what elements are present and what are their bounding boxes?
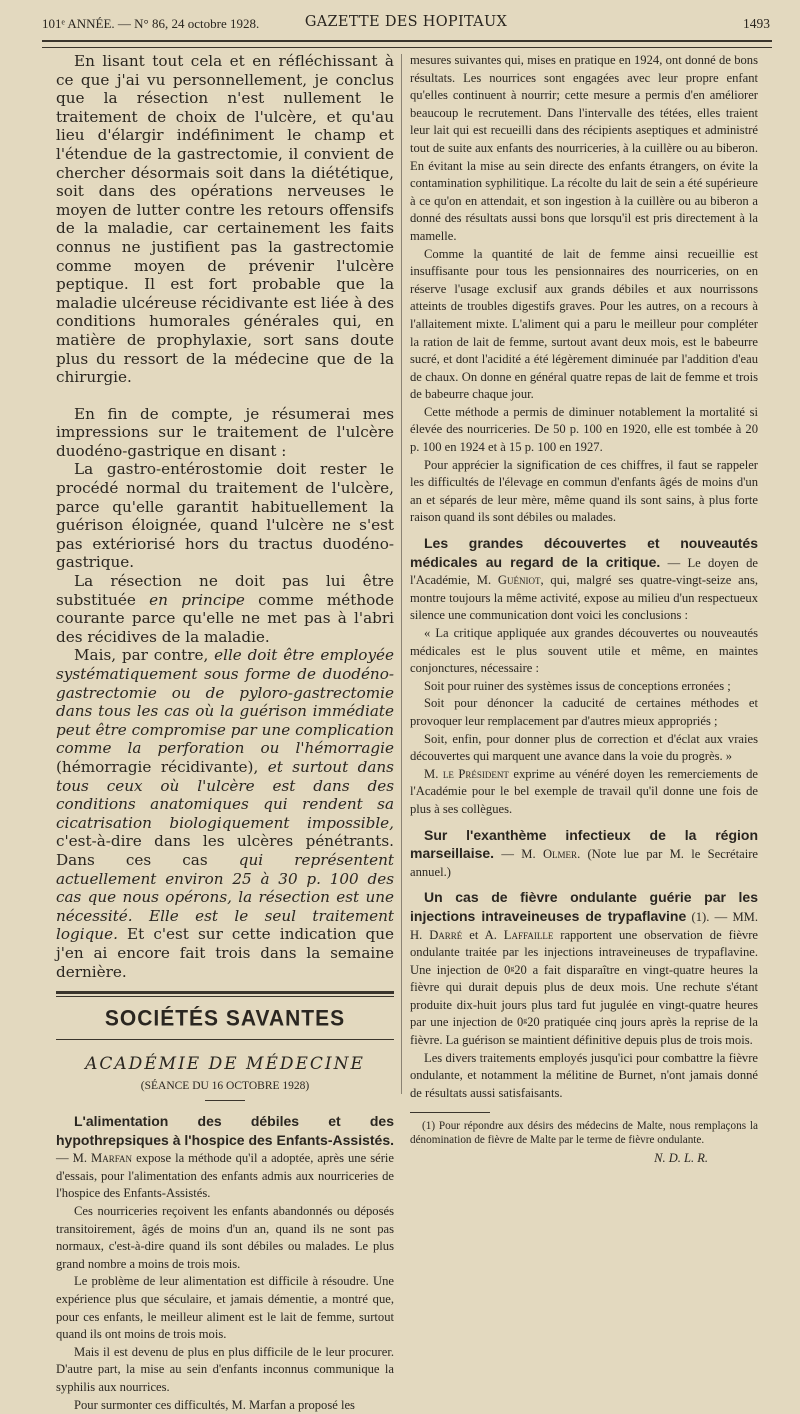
- header-rule: [42, 40, 772, 48]
- paragraph: La résection ne doit pas lui être substituée en principe comme méthode courante parce qu'elle ne met pas à l'abri des récidives de la maladie.: [56, 572, 394, 646]
- paragraph: Les divers traitements employés jusqu'ici pour combattre la fièvre ondulante, et notamment la mélitine de Burnet, n'ont jamais donné de résultats aussi satisfaisants.: [410, 1050, 758, 1100]
- article-title: Les grandes découvertes et nouveautés médicales au regard de la critique.: [410, 535, 758, 570]
- quote: Soit, enfin, pour donner plus de correction et d'éclat aux vraies découvertes qui marquent une avance dans la voie du progrès. »: [410, 731, 758, 764]
- paragraph: Pour surmonter ces difficultés, M. Marfan a proposé les: [74, 1397, 355, 1412]
- footnote-text: (1) Pour répondre aux désirs des médecins de Malte, nous remplaçons la dénomination de fièvre de Malte par le terme de fièvre ondulante.: [410, 1120, 758, 1147]
- paragraph: Mais il est devenu de plus en plus difficile de le leur procurer. D'autre part, la mise au sein d'enfants inconnus communique la syphilis aux nourrices.: [56, 1344, 394, 1394]
- academy-heading: ACADÉMIE DE MÉDECINE: [85, 1054, 365, 1075]
- page-number: 1493: [743, 16, 770, 31]
- quote: Soit pour ruiner des systèmes issus de conceptions erronées ;: [424, 678, 731, 693]
- paragraph: M. le Président exprime au vénéré doyen les remerciements de l'Académie pour le bel exemple de travail qu'il donne une fois de plus à ses collègues.: [410, 766, 758, 816]
- left-column: [56, 52, 394, 1414]
- footnote: [410, 1119, 758, 1165]
- paragraph: En fin de compte, je résumerai mes impressions sur le traitement de l'ulcère duodéno-gastrique en disant :: [56, 404, 394, 460]
- footnote-rule: [410, 1112, 490, 1113]
- paragraph: mesures suivantes qui, mises en pratique en 1924, ont donné de bons résultats. Les nourrices sont engagées avec leur propre enfant qu'elles continuent à nourrir; cette mesure a permis d'en améliorer beaucoup le recrutement. Dans l'intervalle des tétées, elles traient leur lait qui est recueilli dans des récipients aseptiques et administré tout de suite aux enfants des nourriceries, à la cuillère ou au biberon. En évitant la mise au sein directe des enfants étrangers, on évite la contamination syphilitique. La récolte du lait de sein a été supérieure à ce qu'on en attendait, et son ingestion à la cuillère ou au biberon a donné des résultats aussi bons que lorsqu'il est pris directement à la mamelle.: [410, 53, 758, 243]
- academy-report: [56, 1113, 394, 1414]
- author-name: Olmer: [542, 847, 578, 862]
- issue-info: 101ᵉ ANNÉE. — N° 86, 24 octobre 1928.: [42, 16, 260, 31]
- editor-signature: N. D. L. R.: [654, 1151, 708, 1166]
- author-name: Guéniot: [497, 573, 541, 588]
- author-name: Laffaille: [503, 927, 554, 942]
- article-lead: Les grandes découvertes et nouveautés médicales au regard de la critique. — Le doyen de l'Académie, M. Guéniot, qui, malgré ses quatre-vingt-seize ans, montre toujours la même activité, expose au milieu d'un respectueux silence une communication dont voici les conclusions :: [410, 535, 759, 623]
- paragraph: Mais, par contre, elle doit être employée systématiquement sous forme de duodéno-gastrectomie ou de pyloro-gastrectomie dans tous les cas où la guérison immédiate peut être compromise par une complication comme la perforation ou l'hémorragie (hémorragie récidivante), et surtout dans tous ceux où l'ulcère est dans des conditions anatomiques qui rendent sa cicatrisation biologiquement impossible, c'est-à-dire dans les ulcères pénétrants. Dans ces cas qui représentent actuellement environ 25 à 30 p. 100 des cas que nous opérons, la résection est une nécessité. Elle est le seul traitement logique. Et c'est sur cette indication que j'en ai encore fait trois dans la semaine dernière.: [56, 646, 394, 981]
- paragraph: En lisant tout cela et en réfléchissant à ce que j'ai vu personnellement, je conclus que la résection n'est nullement le traitement de choix de l'ulcère, et qu'au lieu d'élargir indéfiniment le champ et l'étendue de la gastrectomie, il convient de chercher désormais soit dans la diététique, soit dans des opérations nerveuses le moyen de lutter contre les retours offensifs de la maladie, car certainement les faits connus ne justifient pas la gastrectomie comme moyen de prévenir l'ulcère peptique. Il est fort probable que la maladie ulcéreuse récidivante est liée à des conditions humorales générales qui, en matière de prophylaxie, sort sans doute plus du ressort de la médecine que de la chirurgie.: [56, 52, 394, 387]
- paragraph: Cette méthode a permis de diminuer notablement la mortalité si élevée des nourriceries. De 50 p. 100 en 1920, elle est tombée à 20 p. 100 en 1924 et à 15 p. 100 en 1927.: [410, 404, 758, 455]
- section-title: SOCIÉTÉS SAVANTES: [104, 1006, 346, 1031]
- article-lead: L'alimentation des débiles et des hypothrepsiques à l'hospice des Enfants-Assistés. — M. Marfan expose la méthode qu'il a adoptée, après une série d'essais, pour l'alimentation des enfants admis aux nourriceries de l'hospice des Enfants-Assistés.: [56, 1113, 394, 1201]
- right-column: [410, 52, 758, 1165]
- page-header: [42, 14, 770, 36]
- journal-title: GAZETTE DES HOPITAUX: [304, 14, 508, 30]
- short-rule: [205, 1100, 245, 1101]
- session-date: (SÉANCE DU 16 OCTOBRE 1928): [140, 1080, 310, 1093]
- article-title: Sur l'exanthème infectieux de la région marseillaise.: [410, 826, 758, 862]
- article-lead: Sur l'exanthème infectieux de la région marseillaise. — M. Olmer. (Note lue par M. le Secrétaire annuel.): [410, 826, 759, 879]
- column-divider: [401, 54, 402, 1094]
- article-title: Un cas de fièvre ondulante guérie par les injections intraveineuses de trypaflavine: [410, 889, 758, 924]
- section-separator: [56, 981, 394, 1001]
- paragraph: Le problème de leur alimentation est difficile à résoudre. Une expérience plus que séculaire, et jamais démentie, a montré que, pour ces enfants, le meilleur aliment est le lait de femme, surtout quand ils ont moins de trois mois.: [56, 1274, 394, 1342]
- article-title: L'alimentation des débiles et des hypothrepsiques à l'hospice des Enfants-Assistés.: [56, 1113, 394, 1148]
- quote: « La critique appliquée aux grandes découvertes ou nouveautés médicales est le plus souvent utile et même, en maintes conjonctures, nécessaire :: [410, 626, 758, 676]
- author-name: Marfan: [91, 1151, 133, 1166]
- section-rule: [56, 1039, 394, 1040]
- paragraph: La gastro-entérostomie doit rester le procédé normal du traitement de l'ulcère, parce qu'elle garantit habituellement la guérison éloignée, quand l'ulcère ne s'est pas extériorisé hors du tractus duodéno-gastrique.: [56, 460, 394, 572]
- article-lead: Un cas de fièvre ondulante guérie par les injections intraveineuses de trypaflavine (1). — MM. H. Darré et A. Laffaille rapportent une observation de fièvre ondulante traitée par les injections intraveineuses de trypaflavine. Une injection de 0ᵍ20 a fait disparaître en vingt-quatre heures la fièvre qui durait depuis plus de deux mois. Une rechute s'étant produite dix-huit jours plus tard fut jugulée en vingt-quatre heures par une injection de 0ᵍ20 pratiquée cinq jours après la reprise de la fièvre. La guérison se maintient définitive depuis plus de trois mois.: [410, 889, 758, 1048]
- author-name: Darré: [429, 927, 463, 942]
- quote: Soit pour dénoncer la caducité de certaines méthodes et provoquer leur remplacement par d'autres mieux appropriés ;: [410, 696, 758, 728]
- paragraph: Pour apprécier la signification de ces chiffres, il faut se rappeler les difficultés de l'élevage en commun d'enfants âgés de moins d'un an et séparés de leur mère, même quand ils sont sains, à plus forte raison quand ils sont débiles ou malades.: [410, 457, 758, 525]
- surgery-article: [56, 52, 394, 981]
- paragraph: Comme la quantité de lait de femme ainsi recueillie est insuffisante pour tous les pensionnaires des nourriceries, on en réserve l'usage exclusif aux grands débiles et aux nourrissons atteints de troubles digestifs graves. Pour les autres, on a recours à l'allaitement mixte. L'aliment qui a paru le meilleur pour compléter la ration de lait de femme, surtout avant deux mois, est le babeurre sucré, et dont l'acidité a été légèrement diminuée par l'addition d'eau de chaux. On donne en général quatre repas de lait de femme et trois de babeurre chaque jour.: [410, 246, 758, 402]
- paragraph: Ces nourriceries reçoivent les enfants abandonnés ou déposés transitoirement, âgés de moins d'un an, quand ils ne sont pas normaux, c'est-à-dire quand ils sont débiles ou malades. Le plus grand nombre a moins de trois mois.: [56, 1204, 394, 1271]
